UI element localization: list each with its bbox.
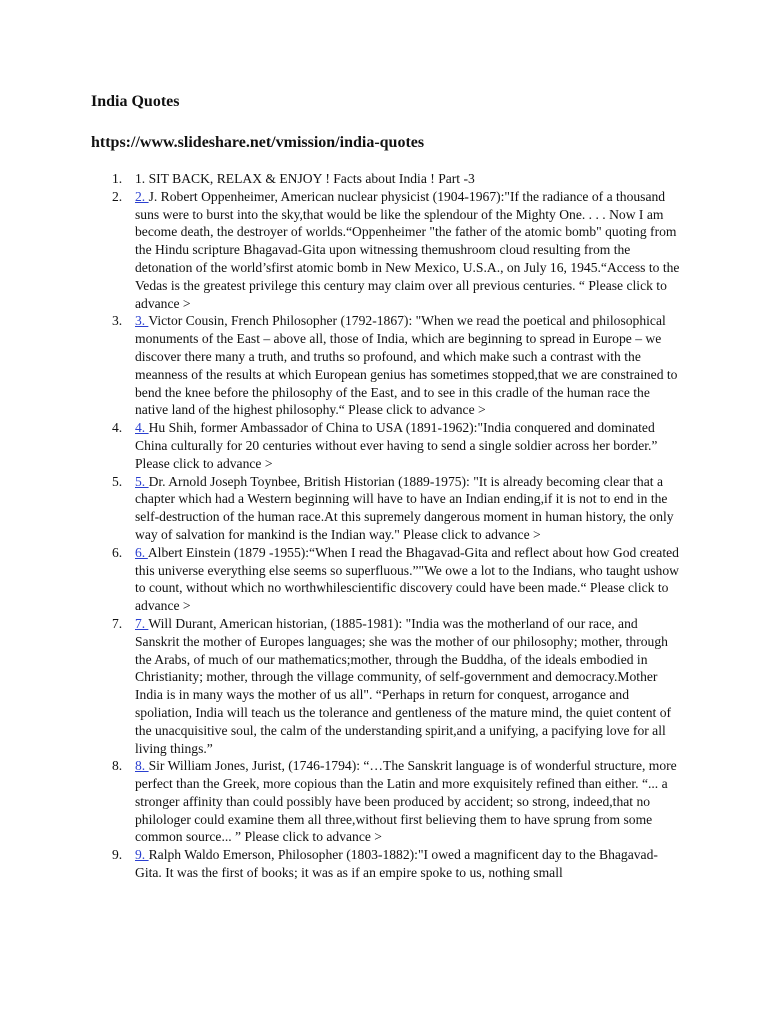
list-item-number: 3. [112,313,123,329]
list-item [112,170,680,188]
slide-link[interactable]: 4. [135,420,149,436]
list-item-number: 9. [112,847,123,863]
list-item-number: 6. [112,544,123,560]
slide-link[interactable]: 6. [135,544,148,560]
slide-link[interactable]: 2. [135,188,149,204]
quote-text: Hu Shih, former Ambassador of China to USA (1891-1962):"India conquered and dominated China culturally for 20 centuries without ever having to send a single soldier across her border.” Please click to advance > [135,420,661,471]
list-item [112,615,680,757]
list-item [112,757,681,846]
list-item [112,312,681,419]
quote-text: Victor Cousin, French Philosopher (1792-1867): "When we read the poetical and philosophical monuments of the East – above all, those of India, which are beginning to spread in Europe – we discover there many a truth, and truths so profound, and which make such a contrast with the meanness of the results at which European genius has sometimes stopped,that we are constrained to bend the knee before the philosophy of the East, and to see in this cradle of the human race the native land of the highest philosophy.“ Please click to advance > [135,313,681,418]
list-item [112,544,683,615]
list-item [112,473,680,544]
slide-link[interactable]: 3. [135,313,149,329]
slide-link[interactable]: 9. [135,847,149,863]
list-item-number: 1. [112,171,123,186]
quotes-list [112,170,683,882]
slide-link[interactable]: 8. [135,758,149,774]
list-item-number: 4. [112,420,123,436]
list-item [112,846,680,882]
quote-text: Will Durant, American historian, (1885-1981): "India was the motherland of our race, and Sanskrit the mother of Europes languages; she was the mother of our philosophy; mother, through the Arabs, of much of our mathematics;mother, through the Buddha, of the ideals embodied in Christianity; mother, through the village community, of self-government and democracy.Mother India is in many ways the mother of us all". “Perhaps in return for conquest, arrogance and spoliation, India will teach us the tolerance and gentleness of the mature mind, the quiet content of the unacquisitive soul, the calm of the understanding spirit,and a unifying, a pacifying love for all living things.” [135,615,675,756]
quote-text: 1. SIT BACK, RELAX & ENJOY ! Facts about India ! Part -3 [135,171,475,186]
source-url: https://www.slideshare.net/vmission/india-quotes [91,134,425,151]
list-item [112,188,683,313]
list-item-number: 8. [112,758,123,774]
quote-text: Dr. Arnold Joseph Toynbee, British Historian (1889-1975): "It is already becoming clear that a chapter which had a Western beginning will have to have an Indian ending,if it is not to end in the self-destruction of the human race.At this supremely dangerous moment in human history, the only way of salvation for mankind is the Indian way." Please click to advance > [135,473,677,542]
slide-link[interactable]: 7. [135,615,149,631]
list-item-number: 2. [112,188,123,204]
quote-text: Ralph Waldo Emerson, Philosopher (1803-1882):"I owed a magnificent day to the Bhagavad-Gita. It was the first of books; it was as if an empire spoke to us, nothing small [135,847,658,881]
quote-text: J. Robert Oppenheimer, American nuclear physicist (1904-1967):"If the radiance of a thousand suns were to burst into the sky,that would be like the splendour of the Mighty One. . . . Now I am become death, the destroyer of worlds.“Oppenheimer "the father of the atomic bomb" quoting from the Hindu scripture Bhagavad-Gita upon witnessing themushroom cloud resulting from the detonation of the world’sfirst atomic bomb in New Mexico, U.S.A., on July 16, 1945.“Access to the Vedas is the greatest privilege this century may claim over all previous centuries. “ Please click to advance > [135,188,683,311]
list-item-number: 7. [112,615,123,631]
list-item [112,419,680,472]
document-title: India Quotes [91,93,180,110]
quote-text: Albert Einstein (1879 -1955):“When I read the Bhagavad-Gita and reflect about how God created this universe everything else seems so superfluous.”"We owe a lot to the Indians, who taught ushow to count, without which no worthwhilescientific discovery could have been made.“ Please click to advance > [135,544,683,614]
quote-text: Sir William Jones, Jurist, (1746-1794): “…The Sanskrit language is of wonderful structure, more perfect than the Greek, more copious than the Latin and more exquisitely refined than either. “... a stronger affinity than could possibly have been produced by accident; so strong, indeed,that no philologer could examine them all three,without first believing them to have sprung from some common source... ” Please click to advance > [135,758,681,845]
slide-link[interactable]: 5. [135,473,149,489]
list-item-number: 5. [112,473,123,489]
